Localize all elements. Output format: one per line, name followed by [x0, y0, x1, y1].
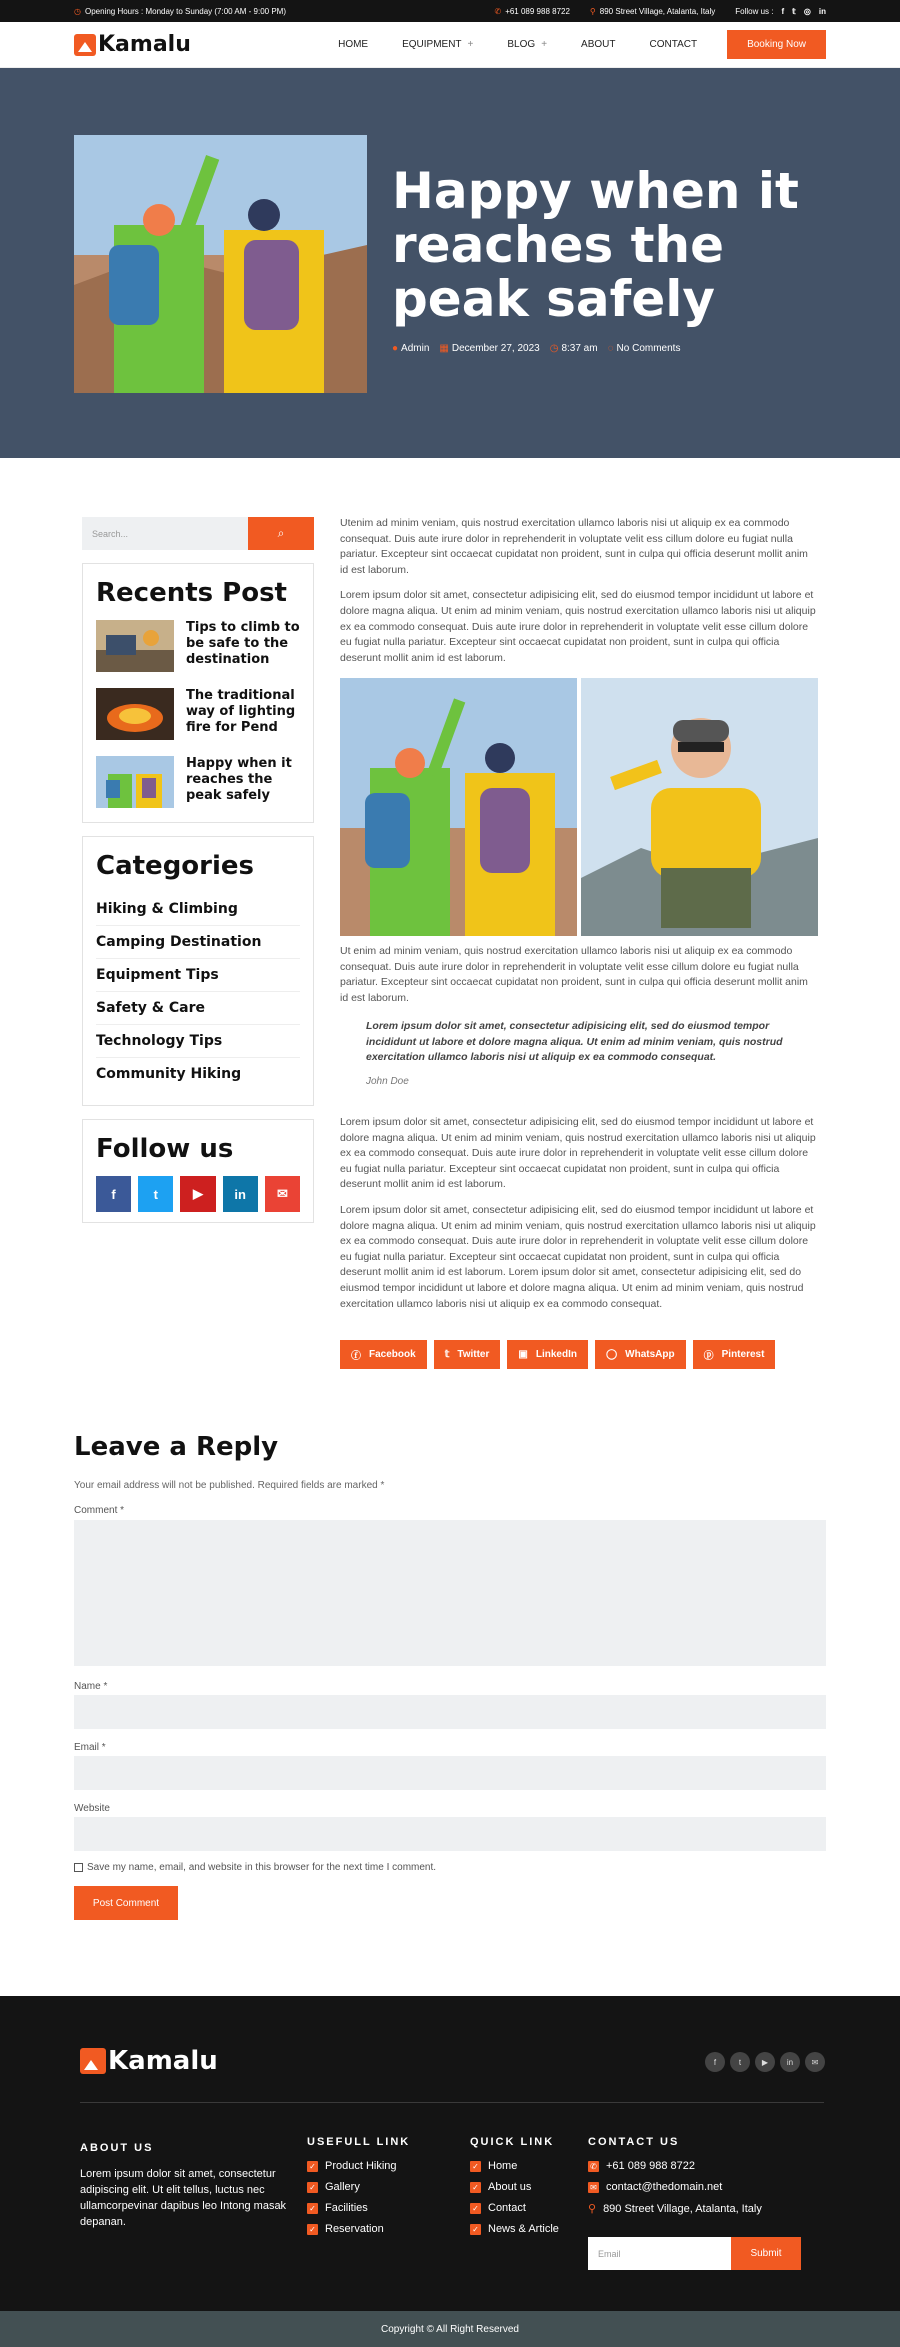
- phone-icon: ✆: [588, 2161, 599, 2172]
- newsletter-email-input[interactable]: Email: [588, 2237, 731, 2270]
- footer-contact: [588, 2136, 762, 2224]
- article-paragraph: Lorem ipsum dolor sit amet, consectetur adipisicing elit, sed do eiusmod tempor incididunt ut labore et dolore magna aliqua. Ut enim ad minim veniam, quis nostrud exercitation ullamco laboris nisi ut aliquip ex ea commodo consequat. Duis aute irure dolor in reprehenderit in voluptate velit esse cillum dolore eu fugiat nulla pariatur. Excepteur sint occaecat cupidatat non proident, sunt in culpa qui officia deserunt mollit anim id est laborum.: [340, 589, 816, 664]
- category-link[interactable]: Technology Tips: [96, 1025, 300, 1058]
- categories-title: Categories: [96, 851, 255, 881]
- facebook-icon[interactable]: f: [705, 2052, 725, 2072]
- reply-title: Leave a Reply: [74, 1432, 279, 1462]
- category-link[interactable]: Safety & Care: [96, 992, 300, 1025]
- youtube-button[interactable]: [180, 1176, 215, 1212]
- blockquote: Lorem ipsum dolor sit amet, consectetur adipisicing elit, sed do eiusmod tempor incididunt ut labore et dolore magna aliqua. Ut enim ad minim veniam, quis nostrud exercitation ullamco laboris nisi ut aliquip ex ea commodo consequat.: [366, 1020, 783, 1064]
- pinterest-icon: ⓟ: [703, 1351, 714, 1362]
- footer-contact-address: [588, 2202, 762, 2215]
- recent-post-title: Happy when it reaches the peak safely: [186, 756, 292, 803]
- hero-image-hikers: [74, 135, 367, 393]
- share-linkedin-button[interactable]: [507, 1340, 588, 1369]
- footer-link[interactable]: [307, 2181, 410, 2193]
- footer-quick-links: [470, 2136, 559, 2244]
- nav-blog-label: BLOG: [507, 39, 536, 50]
- topbar-follow: [735, 7, 826, 16]
- website-field[interactable]: [74, 1817, 826, 1851]
- check-icon: ✓: [307, 2161, 318, 2172]
- footer-contact-phone[interactable]: [588, 2160, 762, 2172]
- article-body-1: [340, 944, 818, 1016]
- logo-mountain-icon: [74, 34, 96, 56]
- share-label: Twitter: [457, 1349, 490, 1360]
- recent-post-item[interactable]: [96, 620, 300, 672]
- footer-link[interactable]: [470, 2202, 559, 2214]
- share-whatsapp-button[interactable]: [595, 1340, 686, 1369]
- meta-author[interactable]: [392, 343, 429, 354]
- nav-blog[interactable]: [507, 39, 547, 50]
- search-button[interactable]: [248, 517, 314, 550]
- meta-time-text: 8:37 am: [561, 343, 598, 354]
- footer-link-label: Home: [488, 2160, 518, 2172]
- clock-icon: ◷: [74, 6, 81, 16]
- phone-icon: ✆: [494, 6, 502, 16]
- save-info-checkbox-row: [74, 1862, 436, 1873]
- twitter-icon: 𝕥: [444, 1349, 450, 1360]
- footer-link-label: News & Article: [488, 2223, 559, 2235]
- category-link[interactable]: Equipment Tips: [96, 959, 300, 992]
- plus-icon: +: [467, 39, 474, 50]
- article-paragraph: Lorem ipsum dolor sit amet, consectetur adipisicing elit, sed do eiusmod tempor incididunt ut labore et dolore magna aliqua. Ut enim ad minim veniam, quis nostrud exercitation ullamco laboris nisi ut aliquip ex ea commodo consequat. Duis aute irure dolor in reprehenderit in voluptate velit esse cillum dolore eu fugiat nulla pariatur. Excepteur sint occaecat cupidatat non proident, sunt in culpa qui officia deserunt mollit anim id est laborum. Lorem ipsum dolor sit amet, consectetur adipisicing elit, sed do eiusmod tempor incididunt ut labore et dolore magna aliqua. Ut enim ad minim veniam, quis nostrud exercitation ullamco laboris nisi ut aliquip ex ea commodo consequat.: [340, 1203, 816, 1310]
- article-intro: [340, 516, 818, 676]
- footer-contact-text: +61 089 988 8722: [606, 2160, 696, 2172]
- twitter-button[interactable]: [138, 1176, 173, 1212]
- meta-date-text: December 27, 2023: [451, 343, 540, 354]
- save-info-checkbox[interactable]: [74, 1863, 83, 1872]
- footer-brand-name: Kamalu: [108, 2046, 218, 2076]
- share-label: WhatsApp: [625, 1349, 675, 1360]
- share-twitter-button[interactable]: [434, 1340, 501, 1369]
- recent-post-thumb: [96, 688, 174, 740]
- instagram-icon[interactable]: ◎: [803, 6, 811, 16]
- name-field[interactable]: [74, 1695, 826, 1729]
- footer-about-text: Lorem ipsum dolor sit amet, consectetur adipiscing elit. Ut elit tellus, luctus nec ullamcorpevinar dapibus leo Intong masak depanan.: [80, 2168, 287, 2228]
- meta-comments-text: No Comments: [616, 343, 681, 354]
- article-gallery: [340, 678, 818, 936]
- post-meta: [392, 343, 680, 354]
- reply-note: Your email address will not be published. Required fields are marked *: [74, 1480, 385, 1491]
- article-paragraph: Lorem ipsum dolor sit amet, consectetur adipisicing elit, sed do eiusmod tempor incididunt ut labore et dolore magna aliqua. Ut enim ad minim veniam, quis nostrud exercitation ullamco laboris nisi ut aliquip ex ea commodo consequat. Duis aute irure dolor in reprehenderit in voluptate velit esse cillum dolore eu fugiat nulla pariatur. Excepteur sint occaecat cupidatat non proident, sunt in culpa qui officia deserunt mollit anim id est laborum.: [340, 1116, 816, 1191]
- share-label: Facebook: [369, 1349, 416, 1360]
- topbar-address-text: 890 Street Village, Atalanta, Italy: [599, 6, 716, 16]
- recent-post-item[interactable]: [96, 756, 300, 808]
- copyright-text: Copyright © All Right Reserved: [381, 2323, 519, 2335]
- youtube-icon[interactable]: ▶: [755, 2052, 775, 2072]
- comment-icon: ◌: [607, 343, 614, 354]
- check-icon: ✓: [470, 2182, 481, 2193]
- location-pin-icon: ⚲: [588, 2203, 597, 2215]
- calendar-icon: ▦: [439, 343, 449, 354]
- article-body-2: [340, 1115, 818, 1322]
- share-facebook-button[interactable]: [340, 1340, 427, 1369]
- meta-author-text: Admin: [401, 343, 430, 354]
- share-pinterest-button[interactable]: [693, 1340, 776, 1369]
- logo-mountain-icon: [80, 2048, 106, 2074]
- recent-post-item[interactable]: [96, 688, 300, 740]
- footer-link-label: Contact: [488, 2202, 526, 2214]
- topbar-phone[interactable]: [494, 7, 569, 16]
- linkedin-icon[interactable]: in: [818, 6, 826, 16]
- brand-name: Kamalu: [98, 32, 191, 57]
- main-nav: [191, 39, 697, 50]
- topbar-address: [590, 7, 715, 16]
- article-paragraph: Utenim ad minim veniam, quis nostrud exercitation ullamco laboris nisi ut aliquip ex ea commodo consequat. Duis aute irure dolor in reprehenderit in voluptate velit ess cillum dolore eu fugiat nulla pariatur. Excepteur sint occaecat cupidatat non proident, sunt in culpa qui officia deserunt mollit anim id est laborum.: [340, 517, 808, 576]
- category-link[interactable]: Community Hiking: [96, 1066, 242, 1082]
- save-info-label: Save my name, email, and website in this browser for the next time I comment.: [87, 1862, 437, 1873]
- footer-contact-text: contact@thedomain.net: [606, 2181, 723, 2193]
- facebook-button[interactable]: [96, 1176, 131, 1212]
- check-icon: ✓: [307, 2182, 318, 2193]
- youtube-icon: ▶: [193, 1186, 203, 1201]
- footer-contact-email[interactable]: [588, 2181, 762, 2193]
- check-icon: ✓: [307, 2203, 318, 2214]
- check-icon: ✓: [307, 2224, 318, 2235]
- footer-contact-title: CONTACT US: [588, 2136, 680, 2148]
- category-link[interactable]: Camping Destination: [96, 926, 300, 959]
- post-title: Happy when it reaches the peak safely: [392, 162, 799, 328]
- categories-widget: [82, 836, 314, 1106]
- copyright-bar: [0, 2311, 900, 2347]
- recent-post-thumb: [96, 620, 174, 672]
- footer-quick-title: QUICK LINK: [470, 2136, 555, 2148]
- booking-button[interactable]: Booking Now: [727, 30, 826, 59]
- top-bar: [0, 0, 900, 22]
- recent-post-title: Tips to climb to be safe to the destination: [186, 620, 300, 667]
- footer-about: [80, 2142, 290, 2230]
- opening-hours: [74, 7, 286, 16]
- footer-link[interactable]: [470, 2160, 559, 2172]
- share-buttons: [340, 1340, 775, 1369]
- share-label: LinkedIn: [535, 1349, 577, 1360]
- recent-post-thumb: [96, 756, 174, 808]
- search-input[interactable]: Search...: [82, 517, 248, 550]
- footer-link-label: Reservation: [325, 2223, 384, 2235]
- website-label: Website: [74, 1803, 110, 1814]
- site-footer: [0, 1996, 900, 2311]
- meta-comments[interactable]: [608, 343, 681, 354]
- recent-posts-widget: [82, 563, 314, 823]
- clock-icon: ◷: [549, 343, 559, 354]
- category-link[interactable]: Hiking & Climbing: [96, 893, 300, 926]
- email-field[interactable]: [74, 1756, 826, 1790]
- newsletter-form: [588, 2237, 801, 2270]
- envelope-icon: ✉: [588, 2182, 599, 2193]
- email-label: Email *: [74, 1742, 106, 1753]
- twitter-icon: t: [153, 1186, 158, 1202]
- user-icon: ●: [392, 343, 399, 354]
- follow-socials: [96, 1176, 300, 1212]
- footer-link-label: About us: [488, 2181, 532, 2193]
- linkedin-icon: ▣: [518, 1349, 528, 1360]
- footer-link[interactable]: [307, 2223, 410, 2235]
- comment-textarea[interactable]: [74, 1520, 826, 1666]
- footer-socials: [705, 2052, 825, 2072]
- nav-home[interactable]: HOME: [338, 39, 369, 50]
- follow-title: Follow us: [96, 1134, 234, 1164]
- footer-link[interactable]: [470, 2181, 559, 2193]
- footer-link-label: Gallery: [325, 2181, 360, 2193]
- nav-contact[interactable]: CONTACT: [649, 39, 698, 50]
- whatsapp-icon: ◯: [605, 1349, 618, 1360]
- topbar-phone-text: +61 089 988 8722: [505, 6, 570, 16]
- footer-link-label: Product Hiking: [325, 2160, 397, 2172]
- recent-posts-title: Recents Post: [96, 578, 287, 608]
- email-button[interactable]: [265, 1176, 300, 1212]
- check-icon: ✓: [470, 2224, 481, 2235]
- footer-contact-text: 890 Street Village, Atalanta, Italy: [603, 2202, 762, 2215]
- meta-date: [439, 343, 539, 354]
- article-paragraph: Ut enim ad minim veniam, quis nostrud exercitation ullamco laboris nisi ut aliquip ex ea commodo consequat. Duis aute irure dolor in reprehenderit in voluptate velit esse cillum dolore eu fugiat nulla pariatur. Excepteur sint occaecat cupidatat non proident, sunt in culpa qui officia deserunt mollit anim id est laborum.: [340, 945, 808, 1004]
- footer-about-title: ABOUT US: [80, 2142, 154, 2154]
- hero-section: [0, 68, 900, 458]
- share-label: Pinterest: [721, 1349, 765, 1360]
- facebook-icon: f: [111, 1186, 116, 1202]
- recent-post-title: The traditional way of lighting fire for Pend: [186, 688, 296, 735]
- check-icon: ✓: [470, 2203, 481, 2214]
- footer-divider: [80, 2102, 824, 2103]
- envelope-icon: ✉: [276, 1186, 288, 1201]
- footer-link-label: Facilities: [325, 2202, 368, 2214]
- location-pin-icon: ⚲: [589, 6, 596, 16]
- footer-link[interactable]: [307, 2202, 410, 2214]
- comment-label: Comment *: [74, 1505, 125, 1516]
- sidebar-search: [82, 517, 314, 550]
- twitter-icon[interactable]: t: [730, 2052, 750, 2072]
- footer-link[interactable]: [307, 2160, 410, 2172]
- facebook-icon[interactable]: f: [781, 6, 785, 16]
- linkedin-icon[interactable]: in: [780, 2052, 800, 2072]
- linkedin-button[interactable]: [223, 1176, 258, 1212]
- opening-hours-text: Opening Hours : Monday to Sunday (7:00 AM - 9:00 PM): [84, 6, 286, 16]
- follow-widget: [82, 1119, 314, 1223]
- nav-about[interactable]: ABOUT: [581, 39, 616, 50]
- facebook-icon: ⓕ: [351, 1351, 361, 1362]
- name-label: Name *: [74, 1681, 108, 1692]
- nav-equipment[interactable]: [402, 39, 473, 50]
- linkedin-icon: in: [234, 1186, 246, 1202]
- gallery-image-hikers: [340, 678, 577, 936]
- footer-link[interactable]: [470, 2223, 559, 2235]
- newsletter-submit-button[interactable]: Submit: [731, 2237, 801, 2270]
- plus-icon: +: [541, 39, 548, 50]
- check-icon: ✓: [470, 2161, 481, 2172]
- footer-useful-links: [307, 2136, 410, 2244]
- follow-label: Follow us :: [735, 6, 774, 16]
- nav-equipment-label: EQUIPMENT: [402, 39, 462, 50]
- meta-time: [550, 343, 598, 354]
- footer-logo[interactable]: [80, 2046, 218, 2076]
- footer-useful-title: USEFULL LINK: [307, 2136, 411, 2148]
- gallery-image-selfie: [581, 678, 818, 936]
- post-comment-button[interactable]: Post Comment: [74, 1886, 178, 1920]
- twitter-icon[interactable]: 𝕥: [792, 6, 796, 16]
- site-header: [0, 22, 900, 68]
- quote-author: John Doe: [366, 1076, 409, 1087]
- site-logo[interactable]: [74, 32, 191, 57]
- envelope-icon[interactable]: ✉: [805, 2052, 825, 2072]
- search-icon: ⌕: [277, 526, 285, 540]
